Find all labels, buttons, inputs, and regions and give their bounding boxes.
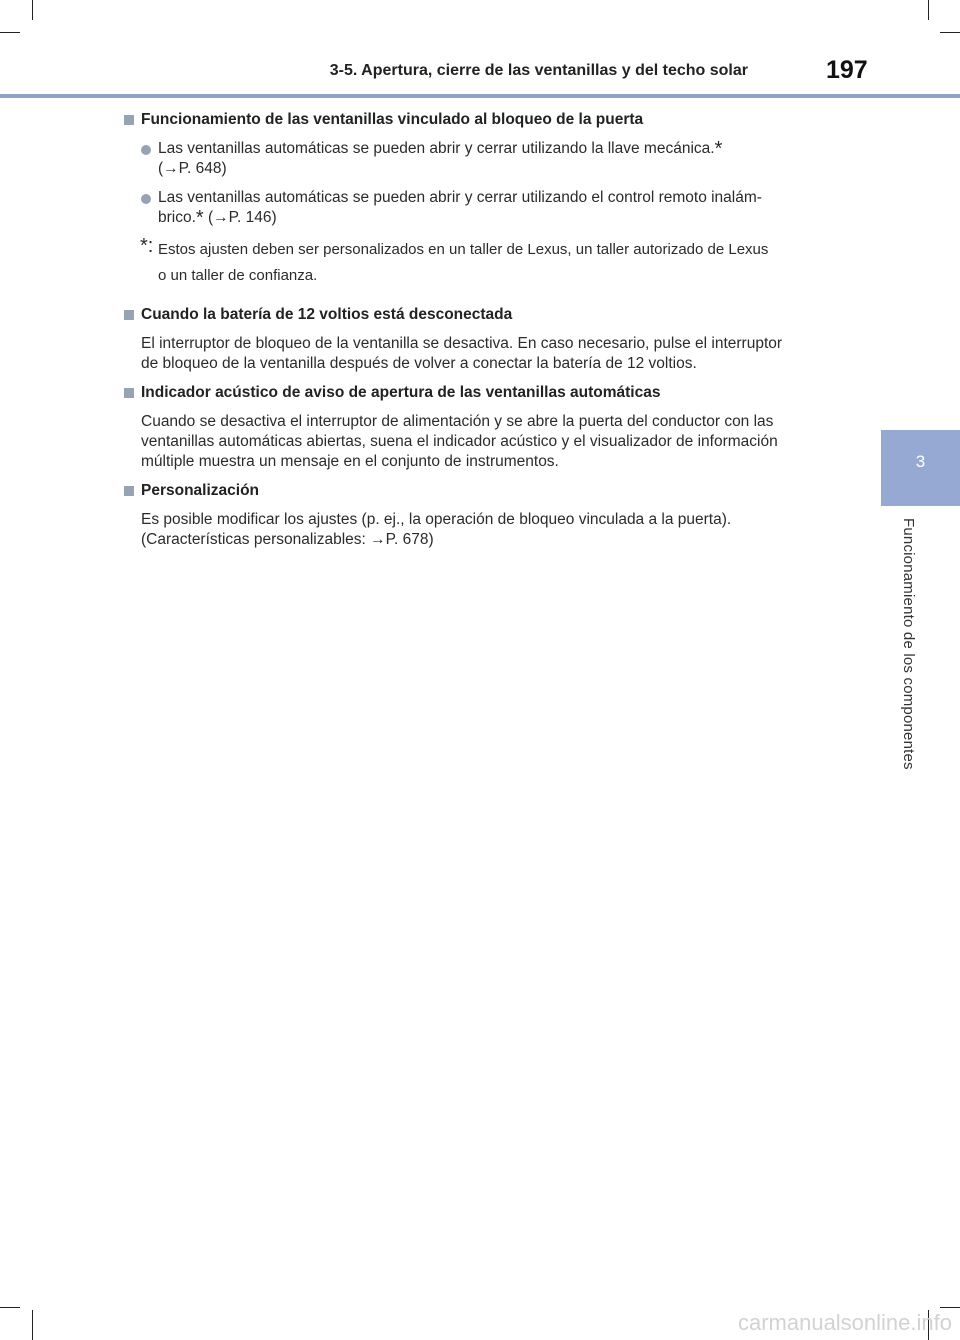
crop-mark [940,1307,960,1308]
square-bullet-icon [124,388,134,398]
round-bullet-icon [141,145,151,155]
section-heading: Personalización [124,481,834,501]
round-bullet-icon [141,194,151,204]
watermark: carmanualsonline.info [737,1310,952,1335]
paragraph: Cuando se desactiva el interruptor de alimentación y se abre la puerta del conductor con las ventanillas automáticas abiertas, suena el indicador acústico y el visualizador de información múltiple muestra un mensaje en el conjunto de instrumentos. [141,413,778,470]
square-bullet-icon [124,115,134,125]
crop-mark [32,1310,33,1340]
footnote: *: Estos ajusten deben ser personalizados en un taller de Lexus, un taller autorizado de Lexus o un taller de confianza. [140,235,769,284]
section-heading: Funcionamiento de las ventanillas vinculado al bloqueo de la puerta [124,110,834,130]
chapter-label: Funcionamiento de los componentes [900,518,917,770]
crop-mark [928,0,929,20]
paragraph: Es posible modificar los ajustes (p. ej., la operación de bloqueo vinculada a la puerta). (Características personalizables: →P. 678) [141,511,732,548]
section-heading: Cuando la batería de 12 voltios está desconectada [124,305,834,325]
list-item: Las ventanillas automáticas se pueden abrir y cerrar utilizando el control remoto inalám- brico.* (→P. 146) [124,188,834,228]
header-rule [0,94,960,98]
crop-mark [940,32,960,33]
chapter-tab [881,430,960,506]
crop-mark [32,0,33,20]
square-bullet-icon [124,486,134,496]
crop-mark [0,1307,20,1308]
crop-mark [0,32,20,33]
footnote-marker: *: [140,235,154,257]
page-content [124,110,834,550]
section-heading: Indicador acústico de aviso de apertura de las ventanillas automáticas [124,383,834,403]
running-header-title: 3-5. Apertura, cierre de las ventanillas y del techo solar [329,62,748,79]
square-bullet-icon [124,310,134,320]
list-item: Las ventanillas automáticas se pueden abrir y cerrar utilizando la llave mecánica.* (→P. 648) [124,139,834,179]
chapter-number: 3 [915,452,926,471]
paragraph: El interruptor de bloqueo de la ventanilla se desactiva. En caso necesario, pulse el interruptor de bloqueo de la ventanilla después de volver a conectar la batería de 12 voltios. [141,335,783,372]
page-number: 197 [826,56,868,84]
